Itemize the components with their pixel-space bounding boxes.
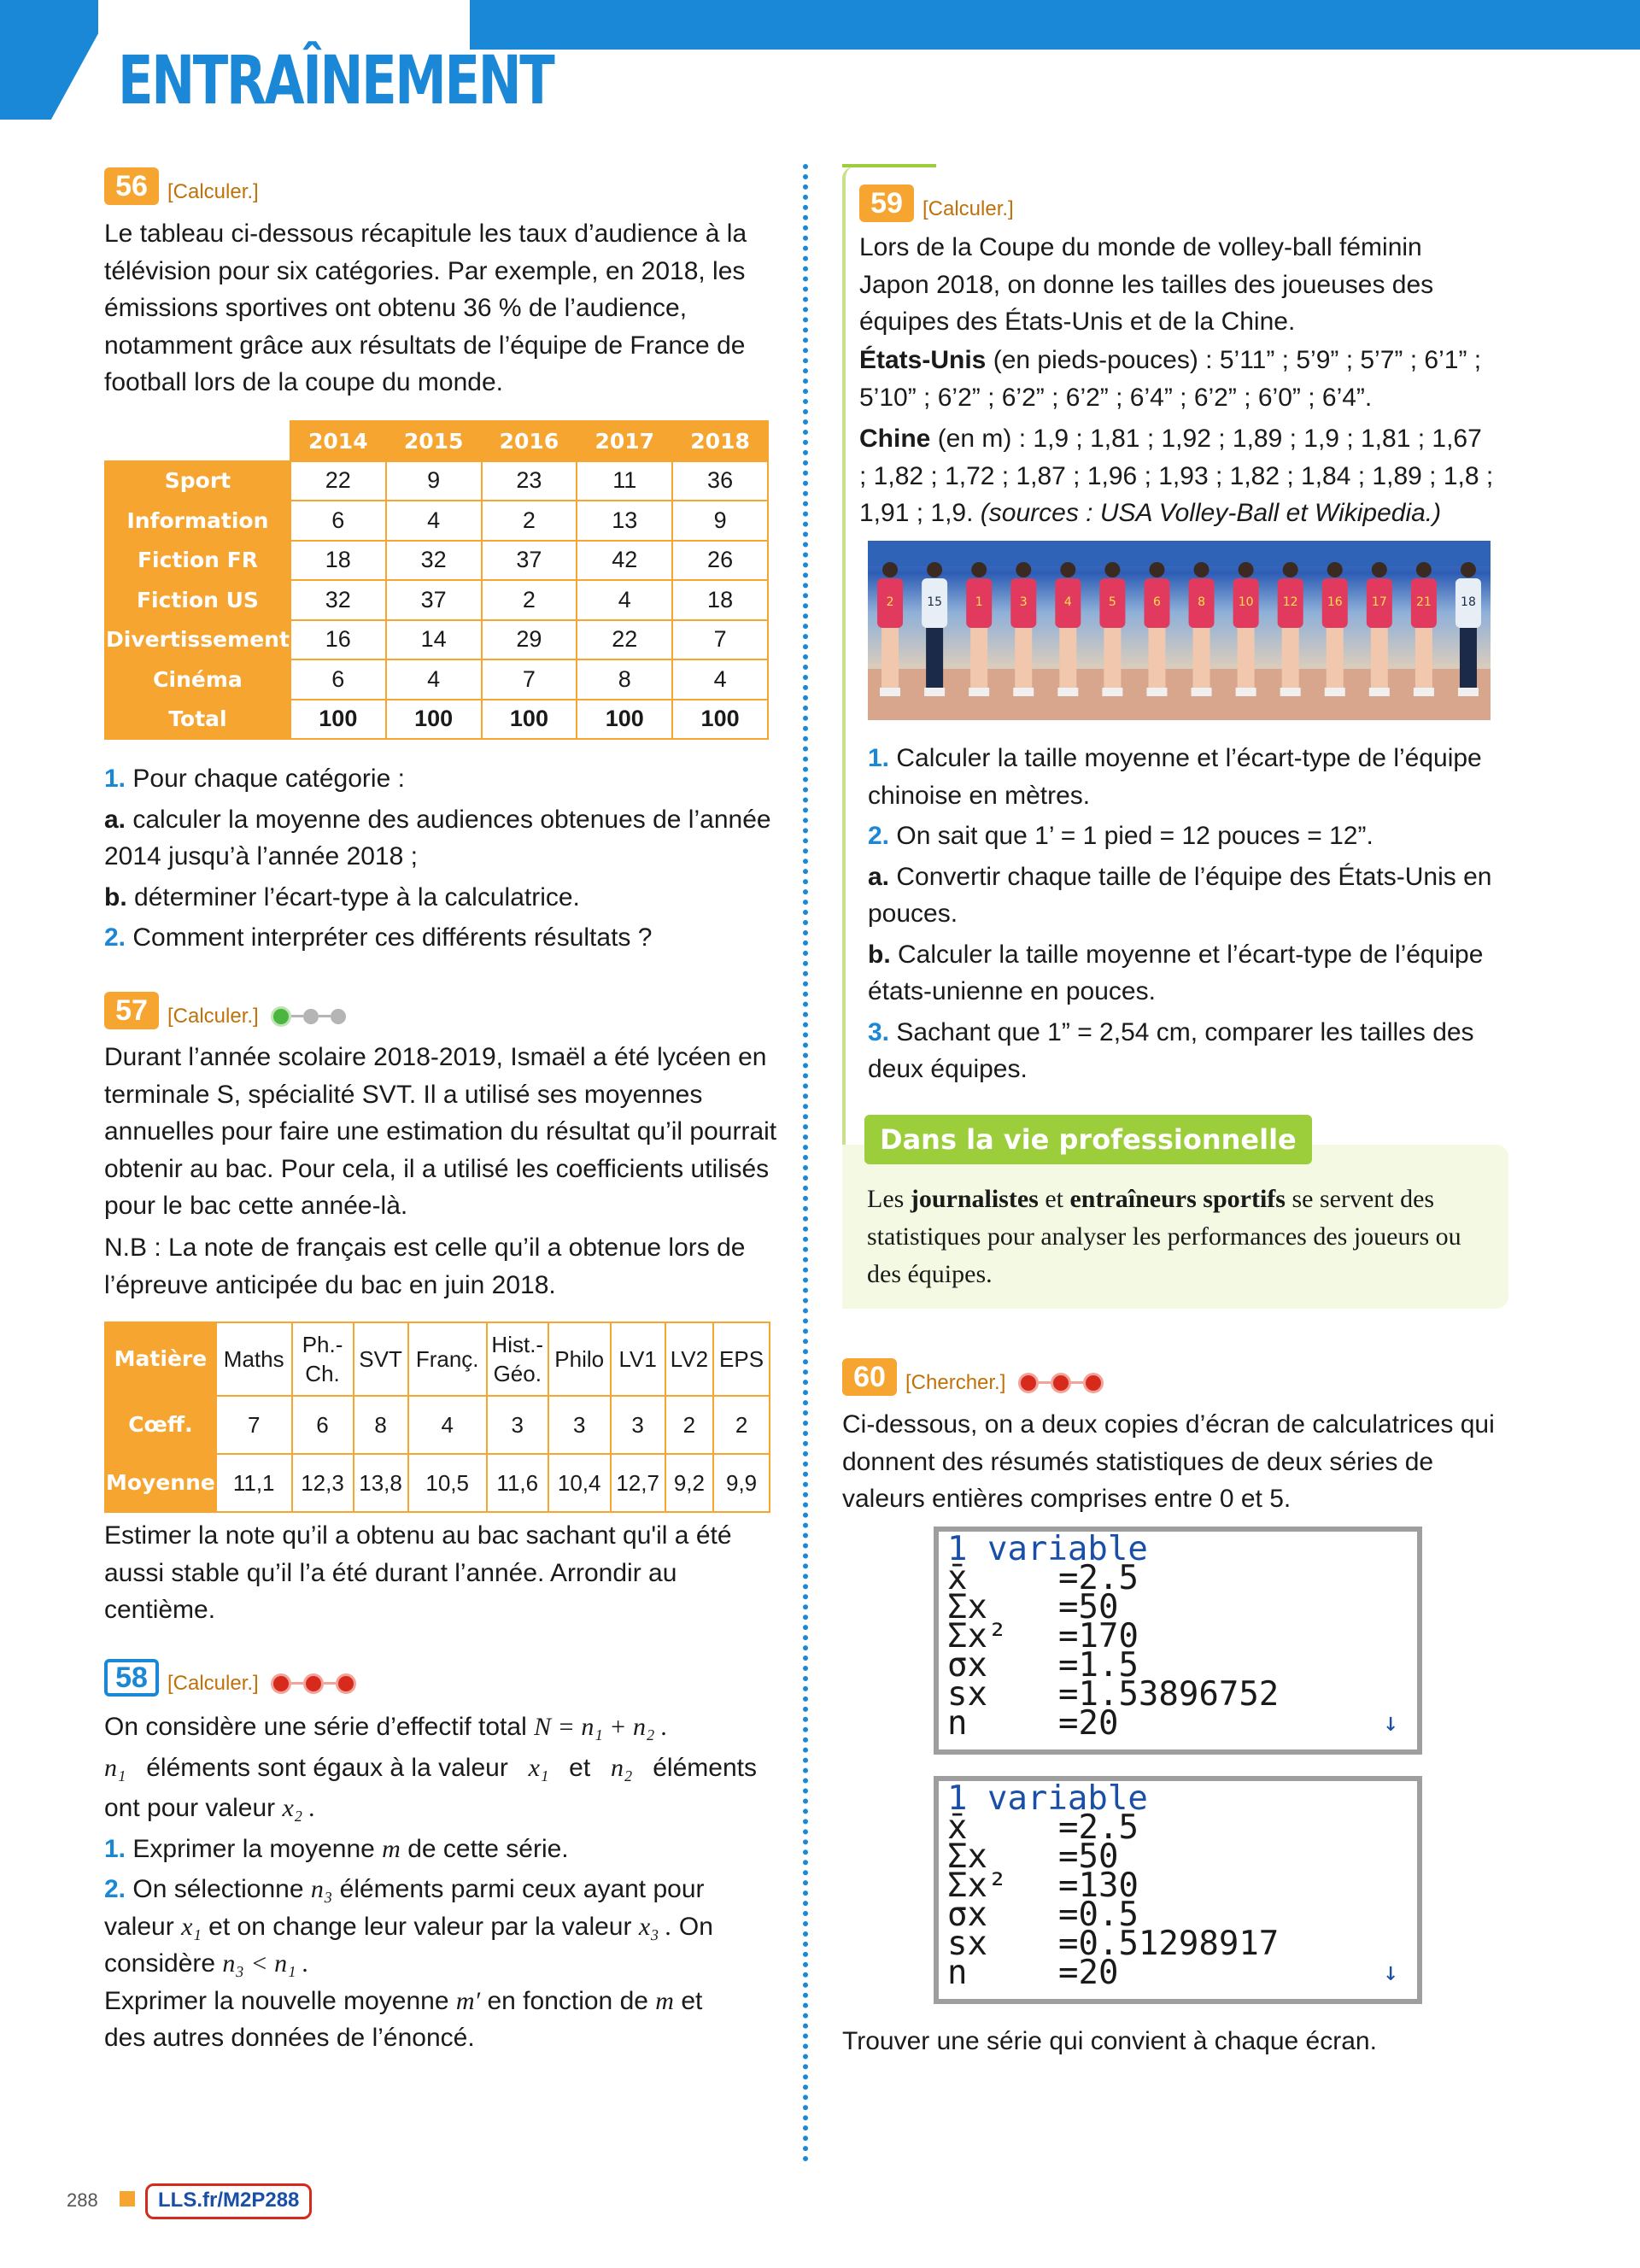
text: Exprimer la nouvelle moyenne bbox=[104, 1986, 449, 2015]
math: x₁ bbox=[528, 1753, 549, 1782]
q-number: 1. bbox=[104, 1834, 126, 1863]
math: n₁ bbox=[104, 1753, 126, 1782]
ex57-header bbox=[104, 992, 346, 1029]
calc-value: =1.5 bbox=[1058, 1646, 1139, 1685]
calc-value: =50 bbox=[1058, 1588, 1119, 1626]
cell: 4 bbox=[408, 1396, 487, 1454]
text: Exprimer la moyenne bbox=[132, 1834, 375, 1863]
ex58-number: 58 bbox=[104, 1659, 159, 1697]
cell: 100 bbox=[290, 700, 386, 740]
text: entraîneurs sportifs bbox=[1069, 1185, 1286, 1213]
q-text: Calculer la taille moyenne et l’écart-type de l’équipe états-unienne en pouces. bbox=[868, 940, 1484, 1005]
ex59-usa bbox=[859, 342, 1496, 416]
text: éléments parmi ceux ayant pour bbox=[339, 1875, 705, 1903]
cell: LV2 bbox=[665, 1322, 713, 1396]
cell: Hist.-Géo. bbox=[487, 1322, 548, 1396]
cell: 22 bbox=[290, 461, 386, 501]
cell: 42 bbox=[577, 541, 672, 581]
pro-box-title: Dans la vie professionnelle bbox=[864, 1115, 1312, 1164]
scroll-down-arrow-icon: ↓ bbox=[1382, 1708, 1398, 1738]
text: éléments sont égaux à la valeur bbox=[146, 1753, 508, 1782]
jersey-number: 18 bbox=[1461, 595, 1476, 609]
ex59-questions bbox=[868, 740, 1496, 1088]
year-header: 2016 bbox=[482, 421, 577, 461]
sources: (sources : USA Volley-Ball et Wikipedia.) bbox=[980, 499, 1442, 527]
cell: 9 bbox=[386, 461, 482, 501]
table-row bbox=[105, 659, 768, 700]
ex59-tag: [Calculer.] bbox=[922, 196, 1014, 220]
q-text: Pour chaque catégorie : bbox=[132, 765, 405, 793]
cell: 11 bbox=[577, 461, 672, 501]
cell: 18 bbox=[672, 580, 768, 620]
table-row bbox=[105, 461, 768, 501]
cell: 32 bbox=[386, 541, 482, 581]
text: considère bbox=[104, 1949, 216, 1978]
page-title: ENTRAÎNEMENT bbox=[118, 43, 554, 120]
text: ont pour valeur bbox=[104, 1794, 276, 1822]
header-corner-decoration bbox=[0, 0, 98, 120]
calc-value: =130 bbox=[1058, 1867, 1139, 1905]
cell: 12,3 bbox=[292, 1454, 354, 1512]
ex57-grades-table bbox=[104, 1322, 770, 1513]
calc-key: σx bbox=[947, 1646, 987, 1685]
cell: 9 bbox=[672, 501, 768, 541]
difficulty-icon bbox=[271, 1006, 346, 1027]
jersey-number: 16 bbox=[1327, 595, 1343, 609]
cell: 7 bbox=[216, 1396, 292, 1454]
text: (en m) : bbox=[937, 425, 1027, 453]
ex60-question: Trouver une série qui convient à chaque écran. bbox=[842, 2027, 1377, 2055]
usa-label: États-Unis bbox=[859, 346, 987, 374]
cell: 13,8 bbox=[354, 1454, 408, 1512]
ex56-number: 56 bbox=[104, 167, 159, 205]
cell: 6 bbox=[292, 1396, 354, 1454]
text: On sélectionne bbox=[132, 1875, 304, 1903]
ex59-number: 59 bbox=[859, 185, 914, 222]
math: x₃ . bbox=[638, 1912, 672, 1941]
calc-title: 1 variable bbox=[947, 1779, 1148, 1818]
q-text: Sachant que 1” = 2,54 cm, comparer les tailles des deux équipes. bbox=[868, 1017, 1474, 1083]
jersey-number: 2 bbox=[886, 595, 894, 609]
ex57-intro: Durant l’année scolaire 2018-2019, Ismaël a été lycéen en terminale S, spécialité SVT. Il a utilisé ses moyennes annuelles pour faire une estimation du résultat qu’il pourrait obtenir au bac. Pour cela, il a utilisé les coefficients utilisés pour le bac cette année-là. bbox=[104, 1043, 777, 1220]
row-label: Cœff. bbox=[105, 1396, 216, 1454]
cell: 100 bbox=[672, 700, 768, 740]
row-label: Fiction US bbox=[105, 580, 290, 620]
cell: 100 bbox=[386, 700, 482, 740]
math: x₁ bbox=[181, 1912, 202, 1941]
cell: EPS bbox=[713, 1322, 770, 1396]
cell: 13 bbox=[577, 501, 672, 541]
ex57-question: Estimer la note qu’il a obtenu au bac sachant qu'il a été aussi stable qu’il l’a été durant l’année. Arrondir au centième. bbox=[104, 1521, 732, 1624]
q-number: 2. bbox=[868, 822, 890, 850]
text: On considère une série d’effectif total bbox=[104, 1713, 527, 1741]
calc-key: σx bbox=[947, 1896, 987, 1934]
q-letter: a. bbox=[104, 805, 126, 834]
calc-value: =1.53896752 bbox=[1058, 1675, 1280, 1714]
cell: 8 bbox=[577, 659, 672, 700]
text: des autres données de l’énoncé. bbox=[104, 2024, 475, 2052]
ex59-china bbox=[859, 420, 1496, 532]
math: x₂ . bbox=[282, 1794, 316, 1822]
cell: 4 bbox=[577, 580, 672, 620]
cell: Philo bbox=[548, 1322, 611, 1396]
calc-value: =170 bbox=[1058, 1617, 1139, 1656]
jersey-number: 1 bbox=[975, 595, 983, 609]
calc-key: sx bbox=[947, 1925, 987, 1963]
china-label: Chine bbox=[859, 425, 931, 453]
calc-key: sx bbox=[947, 1675, 987, 1714]
calc-key: Σx bbox=[947, 1588, 987, 1626]
cell: 32 bbox=[290, 580, 386, 620]
cell: 100 bbox=[482, 700, 577, 740]
text: et bbox=[681, 1986, 703, 2015]
q-number: 2. bbox=[104, 923, 126, 952]
jersey-number: 5 bbox=[1108, 595, 1116, 609]
text: valeur bbox=[104, 1912, 174, 1941]
year-header: 2014 bbox=[290, 421, 386, 461]
year-header: 2015 bbox=[386, 421, 482, 461]
text: journalistes bbox=[910, 1185, 1039, 1213]
china-values: 1,9 ; 1,81 ; 1,92 ; 1,89 ; 1,9 ; 1,81 ; 1,67 ; 1,82 ; 1,72 ; 1,87 ; 1,96 ; 1,93 ; 1,82 ; 1,84 ; 1,89 ; 1,8 ; 1,91 ; 1,9. bbox=[859, 425, 1494, 527]
jersey-number: 8 bbox=[1198, 595, 1205, 609]
cell: 29 bbox=[482, 620, 577, 660]
cell: 9,9 bbox=[713, 1454, 770, 1512]
row-label: Matière bbox=[105, 1322, 216, 1396]
difficulty-icon bbox=[271, 1673, 356, 1694]
cell: 2 bbox=[482, 580, 577, 620]
team-photo-illustration bbox=[868, 541, 1491, 720]
q-number: 2. bbox=[104, 1875, 126, 1903]
q-letter: a. bbox=[868, 862, 890, 891]
q-text: calculer la moyenne des audiences obtenues de l’année 2014 jusqu’à l’année 2018 ; bbox=[104, 805, 771, 870]
cell: 3 bbox=[611, 1396, 665, 1454]
pro-box-text bbox=[867, 1181, 1495, 1293]
calc-value: =20 bbox=[1058, 1704, 1119, 1743]
q-text: Comment interpréter ces différents résultats ? bbox=[132, 923, 653, 952]
column-divider bbox=[803, 164, 808, 2163]
usa-values: 5’11” ; 5’9” ; 5’7” ; 6’1” ; 5’10” ; 6’2” ; 6’2” ; 6’2” ; 6’4” ; 6’2” ; 6’0” ; 6’4”. bbox=[859, 346, 1482, 412]
jersey-number: 6 bbox=[1153, 595, 1161, 609]
footer-square bbox=[120, 2191, 135, 2206]
row-label: Divertissement bbox=[105, 620, 290, 660]
table-row bbox=[105, 501, 768, 541]
calc-value: =0.51298917 bbox=[1058, 1925, 1280, 1963]
text: éléments bbox=[653, 1753, 757, 1782]
year-header: 2017 bbox=[577, 421, 672, 461]
cell: 3 bbox=[487, 1396, 548, 1454]
team-photo bbox=[868, 541, 1491, 720]
ex57-number: 57 bbox=[104, 992, 159, 1029]
text: en fonction de bbox=[487, 1986, 648, 2015]
cell: 9,2 bbox=[665, 1454, 713, 1512]
text: (en pieds-pouces) : bbox=[993, 346, 1213, 374]
cell: 12,7 bbox=[611, 1454, 665, 1512]
calc-key: Σx² bbox=[947, 1617, 1008, 1656]
cell: 100 bbox=[577, 700, 672, 740]
calc-value: =50 bbox=[1058, 1837, 1119, 1876]
row-label: Total bbox=[105, 700, 290, 740]
cell: 3 bbox=[548, 1396, 611, 1454]
math: n₃ bbox=[310, 1875, 333, 1903]
formula: N = n₁ + n₂ . bbox=[534, 1713, 668, 1741]
text: et on change leur valeur par la valeur bbox=[208, 1912, 632, 1941]
ex56-questions bbox=[104, 760, 788, 957]
jersey-number: 17 bbox=[1371, 595, 1387, 609]
ex59-intro: Lors de la Coupe du monde de volley-ball féminin Japon 2018, on donne les tailles des joueuses des équipes des États-Unis et de la Chine. bbox=[859, 233, 1434, 336]
text: et bbox=[569, 1753, 591, 1782]
jersey-number: 10 bbox=[1238, 595, 1254, 609]
cell: Ph.-Ch. bbox=[292, 1322, 354, 1396]
cell: 8 bbox=[354, 1396, 408, 1454]
q-letter: b. bbox=[868, 940, 891, 969]
cell: 4 bbox=[672, 659, 768, 700]
row-label: Moyenne bbox=[105, 1454, 216, 1512]
jersey-number: 4 bbox=[1063, 595, 1072, 609]
cell: 36 bbox=[672, 461, 768, 501]
q-number: 1. bbox=[868, 744, 890, 772]
ex56-tag: [Calculer.] bbox=[167, 179, 259, 203]
calc-value: =0.5 bbox=[1058, 1896, 1139, 1934]
cell: 14 bbox=[386, 620, 482, 660]
ex57-tag: [Calculer.] bbox=[167, 1004, 259, 1028]
header-bar bbox=[470, 0, 1640, 50]
table-row bbox=[105, 541, 768, 581]
cell: 26 bbox=[672, 541, 768, 581]
cell: 22 bbox=[577, 620, 672, 660]
q-text: On sait que 1’ = 1 pied = 12 pouces = 12”. bbox=[896, 822, 1374, 850]
text: et bbox=[1045, 1185, 1063, 1213]
ex56-header bbox=[104, 167, 259, 205]
cell: 11,1 bbox=[216, 1454, 292, 1512]
calc-value: =2.5 bbox=[1058, 1808, 1139, 1847]
calculator-screen-1 bbox=[934, 1527, 1422, 1755]
table-row bbox=[105, 620, 768, 660]
q-text: Calculer la taille moyenne et l’écart-type de l’équipe chinoise en mètres. bbox=[868, 744, 1482, 810]
ex60-tag: [Chercher.] bbox=[905, 1370, 1006, 1394]
cell: 6 bbox=[290, 659, 386, 700]
cell: Maths bbox=[216, 1322, 292, 1396]
q-text: Convertir chaque taille de l’équipe des États-Unis en pouces. bbox=[868, 862, 1492, 928]
footer-link[interactable]: LLS.fr/M2P288 bbox=[145, 2183, 312, 2219]
ex58-header bbox=[104, 1659, 356, 1697]
text: Les bbox=[867, 1185, 905, 1213]
calc-key: Σx bbox=[947, 1837, 987, 1876]
cell: 18 bbox=[290, 541, 386, 581]
difficulty-icon bbox=[1018, 1373, 1104, 1393]
cell: 2 bbox=[665, 1396, 713, 1454]
ex56-audience-table bbox=[104, 420, 769, 740]
q-text: déterminer l’écart-type à la calculatrice. bbox=[134, 882, 580, 911]
ex60-header bbox=[842, 1358, 1104, 1396]
math: n₃ < n₁ . bbox=[222, 1949, 309, 1978]
ex58-body bbox=[104, 1708, 788, 2057]
ex59-frame-top bbox=[842, 164, 936, 167]
table-row-total bbox=[105, 700, 768, 740]
math: n₂ bbox=[611, 1753, 633, 1782]
calc-key: n bbox=[947, 1954, 968, 1992]
math: m bbox=[382, 1834, 401, 1863]
ex56-intro: Le tableau ci-dessous récapitule les taux d’audience à la télévision pour six catégories. Par exemple, en 2018, les émissions sportives ont obtenu 36 % de l’audience, notamment grâce aux résultats de l’équipe de France de football lors de la coupe du monde. bbox=[104, 220, 747, 396]
cell: 23 bbox=[482, 461, 577, 501]
q-number: 1. bbox=[104, 765, 126, 793]
cell: 37 bbox=[482, 541, 577, 581]
math: m bbox=[655, 1986, 674, 2015]
calc-value: =2.5 bbox=[1058, 1559, 1139, 1597]
cell: 4 bbox=[386, 659, 482, 700]
page-number: 288 bbox=[67, 2189, 98, 2211]
ex59-header bbox=[859, 185, 1014, 222]
cell: 11,6 bbox=[487, 1454, 548, 1512]
cell: 6 bbox=[290, 501, 386, 541]
jersey-number: 15 bbox=[927, 595, 943, 609]
cell: LV1 bbox=[611, 1322, 665, 1396]
ex60-number: 60 bbox=[842, 1358, 897, 1396]
cell: 4 bbox=[386, 501, 482, 541]
q-letter: b. bbox=[104, 882, 127, 911]
calc-key: x̄ bbox=[947, 1808, 968, 1847]
calc-key: Σx² bbox=[947, 1867, 1008, 1905]
math: m′ bbox=[455, 1986, 481, 2015]
year-header: 2018 bbox=[672, 421, 768, 461]
jersey-number: 3 bbox=[1019, 595, 1028, 609]
text: On bbox=[678, 1912, 713, 1941]
text: se servent des statistiques pour analyser les performances des joueurs ou des équipes. bbox=[867, 1185, 1461, 1288]
jersey-number: 12 bbox=[1282, 595, 1298, 609]
cell: 10,5 bbox=[408, 1454, 487, 1512]
cell: 10,4 bbox=[548, 1454, 611, 1512]
row-label: Sport bbox=[105, 461, 290, 501]
calc-title: 1 variable bbox=[947, 1530, 1148, 1568]
row-label: Cinéma bbox=[105, 659, 290, 700]
row-label: Fiction FR bbox=[105, 541, 290, 581]
cell: 7 bbox=[672, 620, 768, 660]
cell: SVT bbox=[354, 1322, 408, 1396]
table-row bbox=[105, 1454, 770, 1512]
cell: 7 bbox=[482, 659, 577, 700]
cell: 16 bbox=[290, 620, 386, 660]
cell: Franç. bbox=[408, 1322, 487, 1396]
ex58-tag: [Calculer.] bbox=[167, 1671, 259, 1695]
text: de cette série. bbox=[407, 1834, 569, 1863]
table-row bbox=[105, 1396, 770, 1454]
calc-key: n bbox=[947, 1704, 968, 1743]
row-label: Information bbox=[105, 501, 290, 541]
table-row bbox=[105, 580, 768, 620]
calc-value: =20 bbox=[1058, 1954, 1119, 1992]
cell: 2 bbox=[482, 501, 577, 541]
cell: 37 bbox=[386, 580, 482, 620]
scroll-down-arrow-icon: ↓ bbox=[1382, 1957, 1398, 1987]
calc-key: x̄ bbox=[947, 1559, 968, 1597]
cell: 2 bbox=[713, 1396, 770, 1454]
q-number: 3. bbox=[868, 1017, 890, 1046]
ex57-note: N.B : La note de français est celle qu’il a obtenue lors de l’épreuve anticipée du bac en juin 2018. bbox=[104, 1234, 746, 1299]
ex60-intro: Ci-dessous, on a deux copies d’écran de calculatrices qui donnent des résumés statistiques de deux séries de valeurs entières comprises entre 0 et 5. bbox=[842, 1410, 1495, 1513]
calculator-screen-2 bbox=[934, 1776, 1422, 2004]
table-row bbox=[105, 1322, 770, 1396]
jersey-number: 21 bbox=[1415, 595, 1432, 609]
